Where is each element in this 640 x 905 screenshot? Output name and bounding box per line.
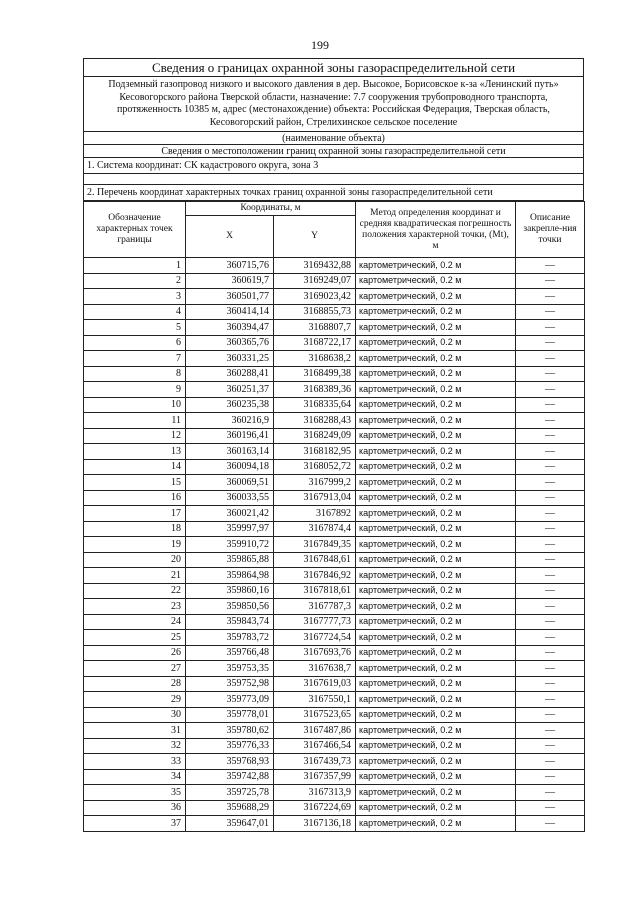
- point-number-cell: 19: [84, 537, 186, 553]
- point-number-cell: 37: [84, 816, 186, 832]
- y-coordinate-cell: 3167487,86: [274, 723, 356, 739]
- point-number-cell: 5: [84, 320, 186, 336]
- y-coordinate-cell: 3167638,7: [274, 661, 356, 677]
- y-coordinate-cell: 3167523,65: [274, 707, 356, 723]
- method-cell: картометрический, 0.2 м: [356, 568, 516, 584]
- description-cell: —: [516, 816, 585, 832]
- point-number-cell: 10: [84, 397, 186, 413]
- point-number-cell: 14: [84, 459, 186, 475]
- description-cell: —: [516, 304, 585, 320]
- table-row: [84, 614, 585, 630]
- point-number-cell: 29: [84, 692, 186, 708]
- description-cell: —: [516, 521, 585, 537]
- description-cell: —: [516, 614, 585, 630]
- y-coordinate-cell: 3167439,73: [274, 754, 356, 770]
- method-cell: картометрический, 0.2 м: [356, 289, 516, 305]
- y-coordinate-cell: 3168389,36: [274, 382, 356, 398]
- point-number-cell: 9: [84, 382, 186, 398]
- table-row: [84, 273, 585, 289]
- x-coordinate-cell: 360216,9: [186, 413, 274, 429]
- table-row: [84, 289, 585, 305]
- description-cell: —: [516, 754, 585, 770]
- y-coordinate-cell: 3169249,07: [274, 273, 356, 289]
- description-cell: —: [516, 335, 585, 351]
- y-coordinate-cell: 3167892: [274, 506, 356, 522]
- y-coordinate-cell: 3168499,38: [274, 366, 356, 382]
- coordinates-table-body: [84, 258, 585, 832]
- method-cell: картометрический, 0.2 м: [356, 444, 516, 460]
- y-coordinate-cell: 3168182,95: [274, 444, 356, 460]
- point-number-cell: 4: [84, 304, 186, 320]
- description-cell: —: [516, 351, 585, 367]
- point-number-cell: 16: [84, 490, 186, 506]
- method-cell: картометрический, 0.2 м: [356, 258, 516, 274]
- x-coordinate-cell: 360365,76: [186, 335, 274, 351]
- method-cell: картометрический, 0.2 м: [356, 630, 516, 646]
- y-coordinate-cell: 3167466,54: [274, 738, 356, 754]
- y-coordinate-cell: 3167818,61: [274, 583, 356, 599]
- table-row: [84, 707, 585, 723]
- x-coordinate-cell: 360033,55: [186, 490, 274, 506]
- table-row: [84, 754, 585, 770]
- method-cell: картометрический, 0.2 м: [356, 800, 516, 816]
- y-coordinate-cell: 3168249,09: [274, 428, 356, 444]
- method-cell: картометрический, 0.2 м: [356, 428, 516, 444]
- x-coordinate-cell: 359752,98: [186, 676, 274, 692]
- table-row: [84, 661, 585, 677]
- col-designation-header: Обозначение характерных точек границы: [84, 202, 186, 258]
- method-cell: картометрический, 0.2 м: [356, 475, 516, 491]
- coordinate-system: 1. Система координат: СК кадастрового округа, зона 3: [84, 158, 584, 174]
- description-cell: —: [516, 630, 585, 646]
- table-row: [84, 723, 585, 739]
- table-row: [84, 537, 585, 553]
- point-number-cell: 31: [84, 723, 186, 739]
- x-coordinate-cell: 359776,33: [186, 738, 274, 754]
- method-cell: картометрический, 0.2 м: [356, 661, 516, 677]
- x-coordinate-cell: 360069,51: [186, 475, 274, 491]
- table-row: [84, 351, 585, 367]
- y-coordinate-cell: 3168335,64: [274, 397, 356, 413]
- y-coordinate-cell: 3167999,2: [274, 475, 356, 491]
- x-coordinate-cell: 359688,29: [186, 800, 274, 816]
- table-row: [84, 335, 585, 351]
- table-row: [84, 506, 585, 522]
- x-coordinate-cell: 359742,88: [186, 769, 274, 785]
- y-coordinate-cell: 3167724,54: [274, 630, 356, 646]
- point-number-cell: 21: [84, 568, 186, 584]
- location-header: Сведения о местоположении границ охранной зоны газораспределительной сети: [84, 145, 584, 158]
- y-coordinate-cell: 3169023,42: [274, 289, 356, 305]
- table-row: [84, 568, 585, 584]
- description-cell: —: [516, 645, 585, 661]
- description-cell: —: [516, 599, 585, 615]
- table-row: [84, 382, 585, 398]
- description-cell: —: [516, 506, 585, 522]
- method-cell: картометрический, 0.2 м: [356, 754, 516, 770]
- point-number-cell: 32: [84, 738, 186, 754]
- method-cell: картометрический, 0.2 м: [356, 459, 516, 475]
- description-cell: —: [516, 459, 585, 475]
- table-row: [84, 676, 585, 692]
- y-coordinate-cell: 3168807,7: [274, 320, 356, 336]
- point-number-cell: 33: [84, 754, 186, 770]
- table-row: [84, 475, 585, 491]
- x-coordinate-cell: 360251,37: [186, 382, 274, 398]
- y-coordinate-cell: 3167787,3: [274, 599, 356, 615]
- y-coordinate-cell: 3168052,72: [274, 459, 356, 475]
- point-number-cell: 30: [84, 707, 186, 723]
- col-x-header: X: [186, 216, 274, 258]
- method-cell: картометрический, 0.2 м: [356, 614, 516, 630]
- point-number-cell: 26: [84, 645, 186, 661]
- x-coordinate-cell: 359997,97: [186, 521, 274, 537]
- method-cell: картометрический, 0.2 м: [356, 351, 516, 367]
- coordinates-table: [83, 201, 585, 832]
- point-number-cell: 6: [84, 335, 186, 351]
- x-coordinate-cell: 359647,01: [186, 816, 274, 832]
- x-coordinate-cell: 359766,48: [186, 645, 274, 661]
- table-row: [84, 769, 585, 785]
- method-cell: картометрический, 0.2 м: [356, 521, 516, 537]
- point-number-cell: 8: [84, 366, 186, 382]
- sheet-title: Сведения о границах охранной зоны газораспределительной сети: [84, 59, 584, 77]
- point-number-cell: 13: [84, 444, 186, 460]
- x-coordinate-cell: 359725,78: [186, 785, 274, 801]
- description-cell: —: [516, 428, 585, 444]
- col-coordinates-header: Координаты, м: [186, 202, 356, 216]
- table-row: [84, 692, 585, 708]
- method-cell: картометрический, 0.2 м: [356, 599, 516, 615]
- x-coordinate-cell: 360501,77: [186, 289, 274, 305]
- x-coordinate-cell: 360021,42: [186, 506, 274, 522]
- description-cell: —: [516, 568, 585, 584]
- table-row: [84, 645, 585, 661]
- y-coordinate-cell: 3167848,61: [274, 552, 356, 568]
- x-coordinate-cell: 360619,7: [186, 273, 274, 289]
- description-cell: —: [516, 397, 585, 413]
- x-coordinate-cell: 359778,01: [186, 707, 274, 723]
- point-number-cell: 3: [84, 289, 186, 305]
- table-row: [84, 428, 585, 444]
- y-coordinate-cell: 3168722,17: [274, 335, 356, 351]
- table-row: [84, 630, 585, 646]
- method-cell: картометрический, 0.2 м: [356, 692, 516, 708]
- method-cell: картометрический, 0.2 м: [356, 335, 516, 351]
- table-row: [84, 366, 585, 382]
- y-coordinate-cell: 3167693,76: [274, 645, 356, 661]
- x-coordinate-cell: 359860,16: [186, 583, 274, 599]
- point-number-cell: 12: [84, 428, 186, 444]
- x-coordinate-cell: 359850,56: [186, 599, 274, 615]
- y-coordinate-cell: 3167777,73: [274, 614, 356, 630]
- point-number-cell: 20: [84, 552, 186, 568]
- description-cell: —: [516, 738, 585, 754]
- x-coordinate-cell: 360094,18: [186, 459, 274, 475]
- table-row: [84, 258, 585, 274]
- col-description-header: Описание закрепле-ния точки: [516, 202, 585, 258]
- table-row: [84, 459, 585, 475]
- x-coordinate-cell: 359865,88: [186, 552, 274, 568]
- x-coordinate-cell: 359843,74: [186, 614, 274, 630]
- description-cell: —: [516, 552, 585, 568]
- method-cell: картометрический, 0.2 м: [356, 785, 516, 801]
- method-cell: картометрический, 0.2 м: [356, 413, 516, 429]
- description-cell: —: [516, 692, 585, 708]
- method-cell: картометрический, 0.2 м: [356, 816, 516, 832]
- method-cell: картометрический, 0.2 м: [356, 304, 516, 320]
- point-number-cell: 1: [84, 258, 186, 274]
- x-coordinate-cell: 360394,47: [186, 320, 274, 336]
- x-coordinate-cell: 360163,14: [186, 444, 274, 460]
- spacer: [84, 174, 584, 185]
- x-coordinate-cell: 359783,72: [186, 630, 274, 646]
- y-coordinate-cell: 3168638,2: [274, 351, 356, 367]
- y-coordinate-cell: 3168288,43: [274, 413, 356, 429]
- point-number-cell: 24: [84, 614, 186, 630]
- description-cell: —: [516, 258, 585, 274]
- table-row: [84, 599, 585, 615]
- method-cell: картометрический, 0.2 м: [356, 738, 516, 754]
- y-coordinate-cell: 3167224,69: [274, 800, 356, 816]
- x-coordinate-cell: 360235,38: [186, 397, 274, 413]
- method-cell: картометрический, 0.2 м: [356, 676, 516, 692]
- point-number-cell: 22: [84, 583, 186, 599]
- point-number-cell: 27: [84, 661, 186, 677]
- method-cell: картометрический, 0.2 м: [356, 366, 516, 382]
- table-row: [84, 397, 585, 413]
- method-cell: картометрический, 0.2 м: [356, 506, 516, 522]
- description-cell: —: [516, 413, 585, 429]
- description-cell: —: [516, 289, 585, 305]
- x-coordinate-cell: 359773,09: [186, 692, 274, 708]
- object-description: Подземный газопровод низкого и высокого давления в дер. Высокое, Борисовское к-за «Ленинский путь» Кесовогорского района Тверской области, назначение: 7.7 сооружения трубопроводного транспорта, протяженность 10385 м, адрес (местонахождение) объекта: Российская Федерация, Тверская область, Кесовогорский район, Стрелихинское сельское поселение: [84, 77, 584, 132]
- x-coordinate-cell: 359864,98: [186, 568, 274, 584]
- description-cell: —: [516, 366, 585, 382]
- description-cell: —: [516, 273, 585, 289]
- description-cell: —: [516, 475, 585, 491]
- table-row: [84, 521, 585, 537]
- x-coordinate-cell: 360414,14: [186, 304, 274, 320]
- point-number-cell: 7: [84, 351, 186, 367]
- table-row: [84, 785, 585, 801]
- description-cell: —: [516, 583, 585, 599]
- method-cell: картометрический, 0.2 м: [356, 320, 516, 336]
- point-number-cell: 23: [84, 599, 186, 615]
- x-coordinate-cell: 360715,76: [186, 258, 274, 274]
- method-cell: картометрический, 0.2 м: [356, 769, 516, 785]
- y-coordinate-cell: 3167874,4: [274, 521, 356, 537]
- y-coordinate-cell: 3167357,99: [274, 769, 356, 785]
- method-cell: картометрический, 0.2 м: [356, 397, 516, 413]
- description-cell: —: [516, 490, 585, 506]
- y-coordinate-cell: 3167849,35: [274, 537, 356, 553]
- col-y-header: Y: [274, 216, 356, 258]
- page-number: 199: [311, 38, 329, 52]
- table-row: [84, 444, 585, 460]
- point-number-cell: 35: [84, 785, 186, 801]
- point-number-cell: 18: [84, 521, 186, 537]
- description-cell: —: [516, 800, 585, 816]
- table-row: [84, 304, 585, 320]
- description-cell: —: [516, 707, 585, 723]
- boundary-info-sheet: [83, 58, 584, 832]
- table-row: [84, 738, 585, 754]
- point-number-cell: 28: [84, 676, 186, 692]
- y-coordinate-cell: 3167619,03: [274, 676, 356, 692]
- method-cell: картометрический, 0.2 м: [356, 707, 516, 723]
- table-row: [84, 583, 585, 599]
- point-number-cell: 2: [84, 273, 186, 289]
- method-cell: картометрический, 0.2 м: [356, 723, 516, 739]
- description-cell: —: [516, 785, 585, 801]
- method-cell: картометрический, 0.2 м: [356, 382, 516, 398]
- y-coordinate-cell: 3167913,04: [274, 490, 356, 506]
- y-coordinate-cell: 3167846,92: [274, 568, 356, 584]
- x-coordinate-cell: 359780,62: [186, 723, 274, 739]
- description-cell: —: [516, 661, 585, 677]
- description-cell: —: [516, 444, 585, 460]
- description-cell: —: [516, 676, 585, 692]
- col-method-header: Метод определения координат и средняя квадратическая погрешность положения характерной точки, (Мt), м: [356, 202, 516, 258]
- point-number-cell: 15: [84, 475, 186, 491]
- table-row: [84, 490, 585, 506]
- description-cell: —: [516, 769, 585, 785]
- table-row: [84, 413, 585, 429]
- y-coordinate-cell: 3167313,9: [274, 785, 356, 801]
- object-caption: (наименование объекта): [84, 132, 584, 145]
- x-coordinate-cell: 360196,41: [186, 428, 274, 444]
- method-cell: картометрический, 0.2 м: [356, 537, 516, 553]
- points-list-header: 2. Перечень координат характерных точках границ охранной зоны газораспределительной сети: [84, 185, 584, 201]
- description-cell: —: [516, 382, 585, 398]
- method-cell: картометрический, 0.2 м: [356, 645, 516, 661]
- description-cell: —: [516, 320, 585, 336]
- header-table: [83, 58, 584, 201]
- description-cell: —: [516, 723, 585, 739]
- y-coordinate-cell: 3168855,73: [274, 304, 356, 320]
- point-number-cell: 36: [84, 800, 186, 816]
- point-number-cell: 25: [84, 630, 186, 646]
- method-cell: картометрический, 0.2 м: [356, 583, 516, 599]
- table-row: [84, 552, 585, 568]
- method-cell: картометрический, 0.2 м: [356, 490, 516, 506]
- x-coordinate-cell: 359910,72: [186, 537, 274, 553]
- method-cell: картометрический, 0.2 м: [356, 552, 516, 568]
- table-row: [84, 800, 585, 816]
- y-coordinate-cell: 3167136,18: [274, 816, 356, 832]
- table-row: [84, 320, 585, 336]
- point-number-cell: 11: [84, 413, 186, 429]
- method-cell: картометрический, 0.2 м: [356, 273, 516, 289]
- x-coordinate-cell: 360288,41: [186, 366, 274, 382]
- x-coordinate-cell: 359768,93: [186, 754, 274, 770]
- x-coordinate-cell: 360331,25: [186, 351, 274, 367]
- y-coordinate-cell: 3167550,1: [274, 692, 356, 708]
- point-number-cell: 34: [84, 769, 186, 785]
- y-coordinate-cell: 3169432,88: [274, 258, 356, 274]
- x-coordinate-cell: 359753,35: [186, 661, 274, 677]
- point-number-cell: 17: [84, 506, 186, 522]
- description-cell: —: [516, 537, 585, 553]
- table-row: [84, 816, 585, 832]
